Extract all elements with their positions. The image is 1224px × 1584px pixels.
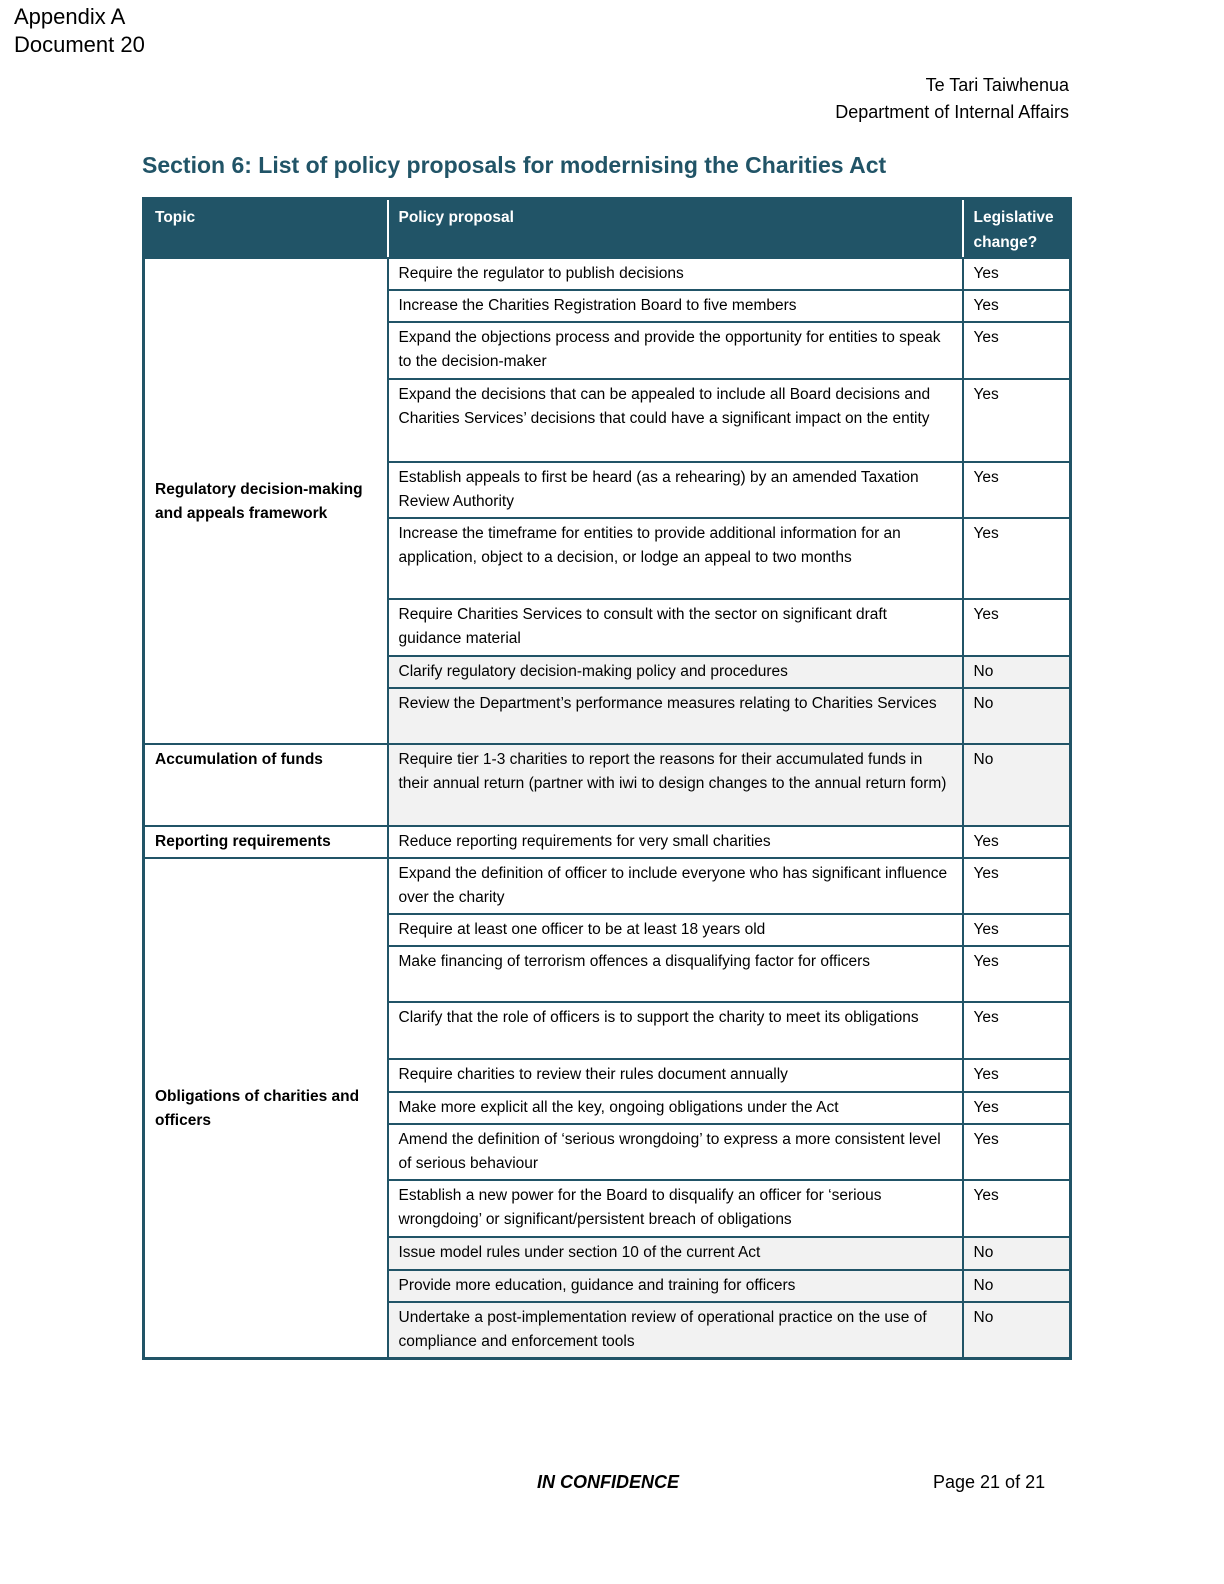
legislative-change-cell: No — [963, 1270, 1071, 1302]
header-legislative-change: Legislative change? — [963, 199, 1071, 258]
proposal-cell: Increase the Charities Registration Board to five members — [388, 290, 963, 322]
legislative-change-cell: Yes — [963, 462, 1071, 518]
proposal-cell: Make more explicit all the key, ongoing obligations under the Act — [388, 1092, 963, 1124]
proposal-cell: Clarify regulatory decision-making policy and procedures — [388, 656, 963, 688]
department-maori-name: Te Tari Taiwhenua — [925, 75, 1069, 95]
header-topic: Topic — [144, 199, 388, 258]
proposal-cell: Require at least one officer to be at least 18 years old — [388, 914, 963, 946]
topic-cell: Regulatory decision-making and appeals framework — [144, 258, 388, 744]
legislative-change-cell: Yes — [963, 379, 1071, 462]
legislative-change-cell: Yes — [963, 1180, 1071, 1237]
table-row — [144, 744, 1071, 826]
proposal-cell: Establish appeals to first be heard (as a rehearing) by an amended Taxation Review Authority — [388, 462, 963, 518]
table-row — [144, 858, 1071, 914]
proposal-cell: Provide more education, guidance and training for officers — [388, 1270, 963, 1302]
legislative-change-cell: No — [963, 656, 1071, 688]
legislative-change-cell: Yes — [963, 518, 1071, 599]
section-title: Section 6: List of policy proposals for modernising the Charities Act — [142, 152, 887, 178]
proposal-cell: Expand the objections process and provide the opportunity for entities to speak to the decision-maker — [388, 322, 963, 379]
appendix-line: Appendix A — [14, 4, 126, 29]
proposal-cell: Require Charities Services to consult with the sector on significant draft guidance material — [388, 599, 963, 656]
legislative-change-cell: Yes — [963, 858, 1071, 914]
legislative-change-cell: Yes — [963, 1059, 1071, 1092]
policy-proposals-table — [142, 197, 1072, 1360]
appendix-label — [14, 3, 145, 59]
proposal-cell: Require tier 1-3 charities to report the reasons for their accumulated funds in their annual return (partner with iwi to design changes to the annual return form) — [388, 744, 963, 826]
proposal-cell: Reduce reporting requirements for very small charities — [388, 826, 963, 858]
legislative-change-cell: Yes — [963, 914, 1071, 946]
proposal-cell: Expand the decisions that can be appealed to include all Board decisions and Charities Services’ decisions that could have a significant impact on the entity — [388, 379, 963, 462]
proposal-cell: Expand the definition of officer to include everyone who has significant influence over the charity — [388, 858, 963, 914]
legislative-change-cell: Yes — [963, 1092, 1071, 1124]
proposal-cell: Clarify that the role of officers is to support the charity to meet its obligations — [388, 1002, 963, 1059]
topic-cell: Reporting requirements — [144, 826, 388, 858]
legislative-change-cell: Yes — [963, 290, 1071, 322]
proposal-cell: Issue model rules under section 10 of the current Act — [388, 1237, 963, 1270]
table-row — [144, 826, 1071, 858]
topic-cell: Obligations of charities and officers — [144, 858, 388, 1359]
proposal-cell: Review the Department’s performance measures relating to Charities Services — [388, 688, 963, 744]
legislative-change-cell: Yes — [963, 826, 1071, 858]
proposal-cell: Amend the definition of ‘serious wrongdoing’ to express a more consistent level of serious behaviour — [388, 1124, 963, 1180]
legislative-change-cell: No — [963, 1302, 1071, 1359]
proposal-cell: Establish a new power for the Board to disqualify an officer for ‘serious wrongdoing’ or significant/persistent breach of obligations — [388, 1180, 963, 1237]
classification-label: IN CONFIDENCE — [537, 1472, 680, 1492]
topic-cell: Accumulation of funds — [144, 744, 388, 826]
proposal-cell: Require the regulator to publish decisions — [388, 258, 963, 290]
proposal-cell: Require charities to review their rules document annually — [388, 1059, 963, 1092]
legislative-change-cell: No — [963, 688, 1071, 744]
legislative-change-cell: Yes — [963, 1124, 1071, 1180]
table-header-row — [144, 199, 1071, 258]
legislative-change-cell: No — [963, 1237, 1071, 1270]
proposal-cell: Increase the timeframe for entities to provide additional information for an application, object to a decision, or lodge an appeal to two months — [388, 518, 963, 599]
legislative-change-cell: Yes — [963, 1002, 1071, 1059]
legislative-change-cell: Yes — [963, 946, 1071, 1002]
legislative-change-cell: Yes — [963, 258, 1071, 290]
document-number: Document 20 — [14, 32, 145, 57]
legislative-change-cell: No — [963, 744, 1071, 826]
table-row — [144, 258, 1071, 290]
header-policy-proposal: Policy proposal — [388, 199, 963, 258]
legislative-change-cell: Yes — [963, 322, 1071, 379]
proposal-cell: Undertake a post-implementation review of operational practice on the use of compliance and enforcement tools — [388, 1302, 963, 1359]
department-english-name: Department of Internal Affairs — [835, 102, 1069, 122]
department-header — [835, 72, 1069, 126]
proposal-cell: Make financing of terrorism offences a disqualifying factor for officers — [388, 946, 963, 1002]
legislative-change-cell: Yes — [963, 599, 1071, 656]
page-number: Page 21 of 21 — [933, 1472, 1046, 1492]
